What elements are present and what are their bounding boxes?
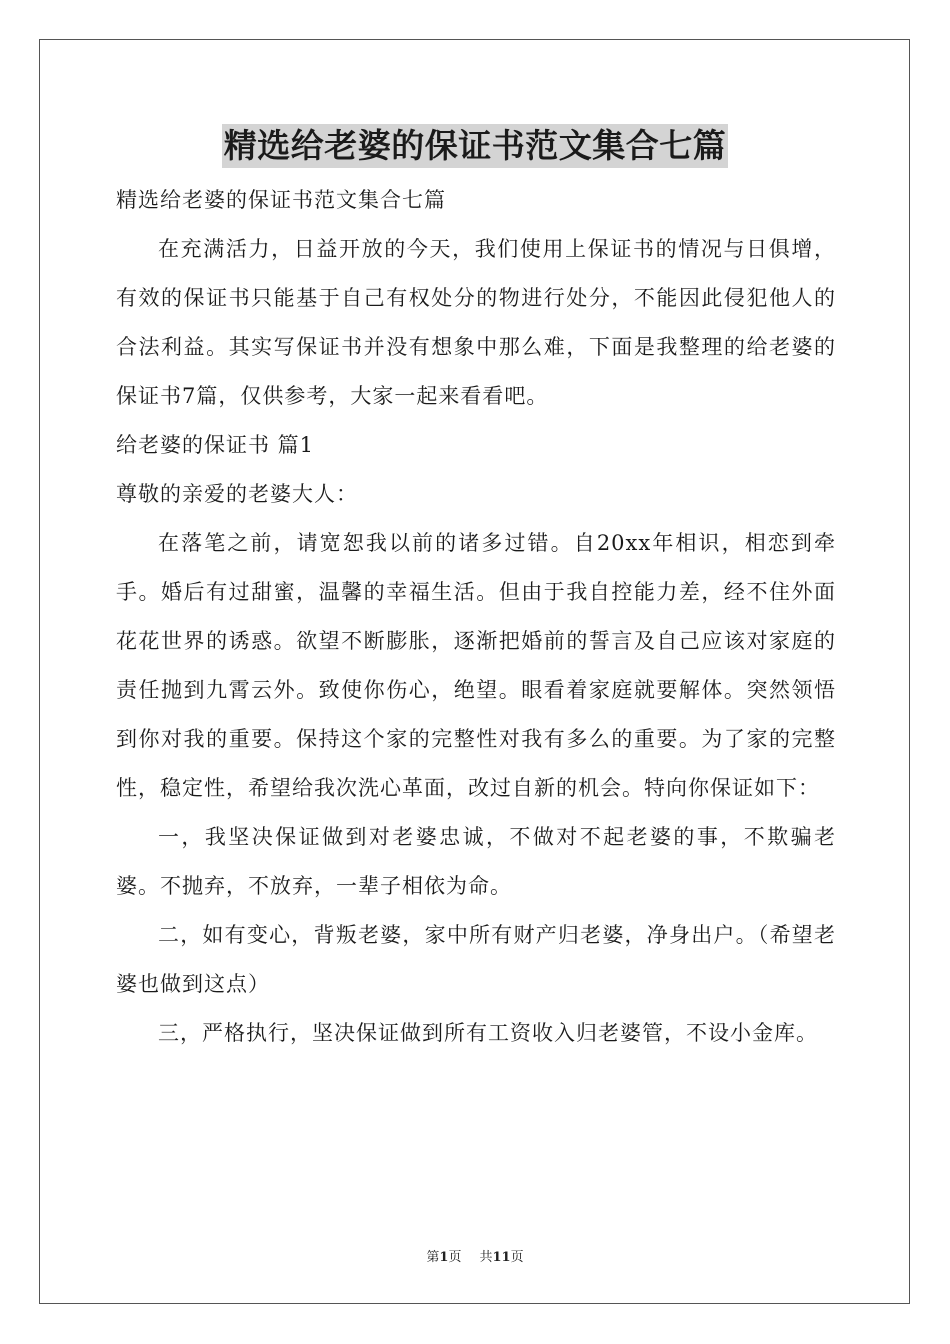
- page-suffix: 页: [448, 1250, 462, 1265]
- total-suffix: 页: [510, 1250, 524, 1265]
- total-pages: 11: [492, 1250, 511, 1265]
- page-footer: [0, 1246, 950, 1265]
- section-heading: 给老婆的保证书 篇1: [116, 433, 315, 457]
- total-prefix: 共: [479, 1250, 493, 1265]
- pledge-item-2: 二，如有变心，背叛老婆，家中所有财产归老婆，净身出户。（希望老婆也做到这点）: [116, 923, 836, 996]
- intro-paragraph: 在充满活力，日益开放的今天，我们使用上保证书的情况与日俱增，有效的保证书只能基于自己有权处分的物进行处分，不能因此侵犯他人的合法利益。其实写保证书并没有想象中那么难，下面是我整理的给老婆的保证书7篇，仅供参考，大家一起来看看吧。: [116, 237, 836, 408]
- pledge-item-1: 一，我坚决保证做到对老婆忠诚，不做对不起老婆的事，不欺骗老婆。不抛弃，不放弃，一辈子相依为命。: [116, 825, 836, 898]
- body-paragraph: 在落笔之前，请宽恕我以前的诸多过错。自20xx年相识，相恋到牵手。婚后有过甜蜜，温馨的幸福生活。但由于我自控能力差，经不住外面花花世界的诱惑。欲望不断膨胀，逐渐把婚前的誓言及自己应该对家庭的责任抛到九霄云外。致使你伤心，绝望。眼看着家庭就要解体。突然领悟到你对我的重要。保持这个家的完整性对我有多么的重要。为了家的完整性，稳定性，希望给我次洗心革面，改过自新的机会。特向你保证如下：: [116, 531, 836, 800]
- salutation: 尊敬的亲爱的老婆大人：: [116, 482, 358, 506]
- page-prefix: 第: [426, 1250, 440, 1265]
- document-body: [116, 176, 836, 1058]
- page-number: 1: [439, 1250, 449, 1265]
- document-title: 精选给老婆的保证书范文集合七篇: [222, 124, 729, 168]
- title-container: [0, 124, 950, 168]
- pledge-item-3: 三，严格执行，坚决保证做到所有工资收入归老婆管，不设小金库。: [158, 1021, 818, 1045]
- subtitle: 精选给老婆的保证书范文集合七篇: [116, 188, 446, 212]
